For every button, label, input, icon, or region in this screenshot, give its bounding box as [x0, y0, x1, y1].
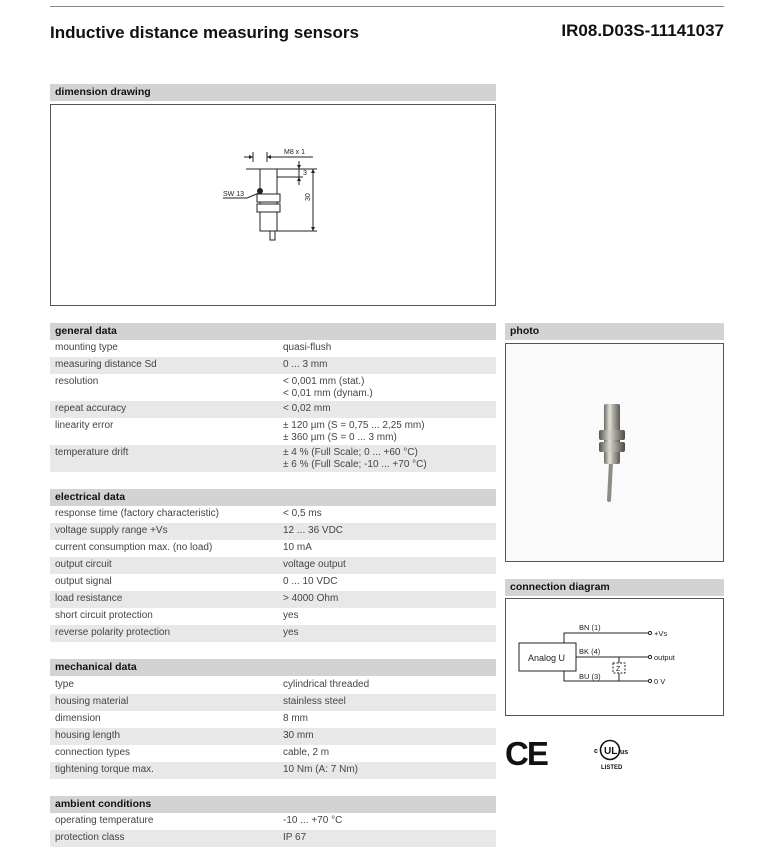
- electrical-data-table: [50, 506, 496, 642]
- dimension-drawing: [51, 105, 495, 305]
- table-row: repeat accuracy < 0,02 mm: [50, 401, 496, 418]
- table-row: current consumption max. (no load) 10 mA: [55, 542, 312, 553]
- table-row: linearity error ± 120 µm (S = 0,75 ... 2,25 mm) ± 360 µm (S = 0 ... 3 mm): [55, 420, 425, 443]
- table-row: resolution < 0,001 mm (stat.) < 0,01 mm (dynam.): [55, 376, 373, 399]
- general-data-table: [50, 340, 496, 472]
- model-number: IR08.D03S-11141037: [561, 21, 724, 40]
- table-row: housing length 30 mm: [50, 728, 496, 745]
- table-row: measuring distance Sd 0 ... 3 mm: [50, 357, 496, 374]
- ambient-conditions-table: [50, 813, 496, 847]
- section-mechanical-data: mechanical data: [50, 659, 496, 676]
- svg-text:UL: UL: [604, 746, 618, 757]
- section-ambient-conditions: ambient conditions: [50, 796, 496, 813]
- sensor-photo: [506, 344, 723, 561]
- table-row: temperature drift ± 4 % (Full Scale; 0 ... +60 °C) ± 6 % (Full Scale; -10 ... +70 °C): [50, 445, 496, 472]
- table-row: connection types cable, 2 m: [55, 747, 330, 758]
- table-row: reverse polarity protection yes: [50, 625, 496, 642]
- svg-text:CE: CE: [505, 736, 547, 768]
- table-row: response time (factory characteristic) < 0,5 ms: [55, 508, 322, 519]
- drawing-length-label: 30: [305, 193, 312, 201]
- drawing-thread-label: M8 x 1: [284, 149, 306, 156]
- section-electrical-data: electrical data: [50, 489, 496, 506]
- photo-frame: [505, 343, 724, 562]
- ul-listed-mark-icon: [593, 738, 637, 772]
- table-row: voltage supply range +Vs 12 ... 36 VDC: [50, 523, 496, 540]
- analog-u-label: Analog U: [528, 653, 566, 663]
- output-terminal-label: output: [654, 653, 675, 662]
- drawing-dim-a-label: 3: [303, 170, 307, 177]
- connection-diagram: [506, 599, 723, 715]
- mechanical-data-table: [50, 677, 496, 779]
- table-row: tightening torque max. 10 Nm (A: 7 Nm): [50, 762, 496, 779]
- svg-text:us: us: [620, 749, 629, 756]
- vs-terminal-label: +Vs: [654, 629, 668, 638]
- table-row: output circuit voltage output: [50, 557, 496, 574]
- table-row: protection class IP 67: [50, 830, 496, 847]
- bu-wire-label: BU (3): [579, 672, 601, 681]
- top-rule: [50, 6, 724, 7]
- dimension-drawing-frame: [50, 104, 496, 306]
- load-z-label: Z: [616, 666, 621, 673]
- section-connection-diagram: connection diagram: [505, 579, 724, 596]
- zero-volt-terminal-label: 0 V: [654, 677, 666, 686]
- bk-wire-label: BK (4): [579, 647, 601, 656]
- svg-text:LISTED: LISTED: [601, 765, 623, 771]
- connection-diagram-frame: [505, 598, 724, 716]
- section-dimension-drawing: dimension drawing: [50, 84, 496, 101]
- section-photo: photo: [505, 323, 724, 340]
- document-title: Inductive distance measuring sensors: [50, 23, 359, 42]
- svg-text:c: c: [594, 748, 598, 755]
- table-row: load resistance > 4000 Ohm: [50, 591, 496, 608]
- ce-mark-icon: [504, 736, 548, 768]
- table-row: dimension 8 mm: [55, 713, 308, 724]
- table-row: operating temperature -10 ... +70 °C: [55, 815, 343, 826]
- table-row: mounting type quasi-flush: [55, 342, 332, 353]
- section-general-data: general data: [50, 323, 496, 340]
- table-row: type cylindrical threaded: [55, 679, 370, 690]
- drawing-wrench-label: SW 13: [223, 191, 245, 198]
- table-row: output signal 0 ... 10 VDC: [55, 576, 338, 587]
- table-row: housing material stainless steel: [50, 694, 496, 711]
- table-row: short circuit protection yes: [55, 610, 299, 621]
- bn-wire-label: BN (1): [579, 623, 601, 632]
